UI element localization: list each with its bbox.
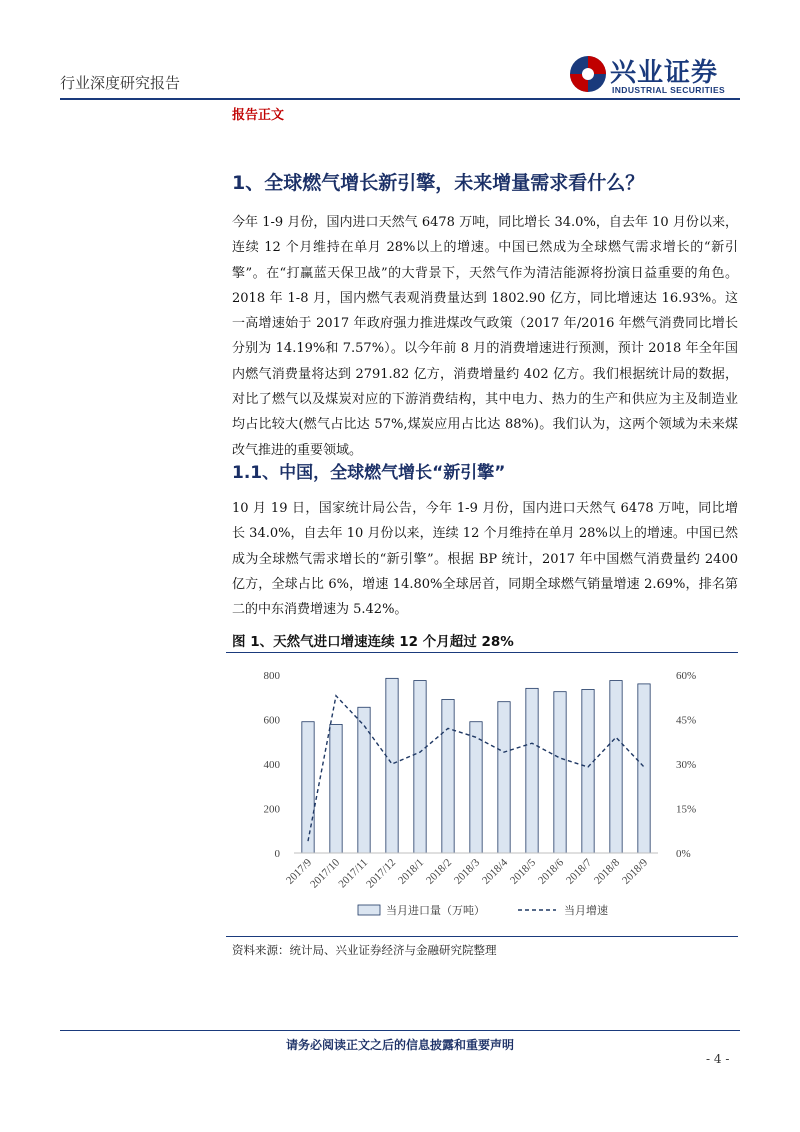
left-tick-label: 200 bbox=[263, 803, 280, 816]
left-tick-label: 0 bbox=[274, 848, 280, 860]
bar-import-volume bbox=[302, 722, 314, 853]
heading-1: 1、全球燃气增长新引擎，未来增量需求看什么？ bbox=[232, 172, 645, 194]
footer-rule bbox=[60, 1030, 740, 1031]
left-tick-label: 400 bbox=[263, 759, 280, 771]
brand-name-en: INDUSTRIAL SECURITIES bbox=[612, 85, 726, 95]
bar-import-volume bbox=[638, 684, 650, 853]
bar-import-volume bbox=[442, 699, 454, 853]
brand-logo bbox=[568, 50, 748, 100]
logo-emblem-icon bbox=[568, 54, 608, 94]
left-tick-label: 800 bbox=[263, 670, 280, 682]
legend-label-bar: 当月进口量（万吨） bbox=[386, 904, 485, 917]
paragraph-2: 10 月 19 日，国家统计局公告，今年 1-9 月份，国内进口天然气 6478 万吨，同比增长 34.0%，自去年 10 月份以来，连续 12 个月维持在单月 28%以上的增速。中国已然成为全球燃气需求增长的“新引擎”。根据 BP 统计，2017 年中国燃气消费量约 2400 亿方，全球占比 6%，增速 14.80%全球居首，同期全球燃气销量增速 2.69%，排名第二的中东消费增速为 5.42%。 bbox=[232, 501, 738, 618]
x-tick-label: 2018/6 bbox=[536, 856, 567, 887]
x-tick-label: 2017/11 bbox=[336, 856, 371, 891]
footer-disclaimer: 请务必阅读正文之后的信息披露和重要声明 bbox=[285, 1038, 514, 1052]
bar-import-volume bbox=[498, 702, 510, 853]
x-tick-label: 2017/9 bbox=[284, 856, 315, 887]
right-tick-label: 0% bbox=[676, 848, 691, 860]
x-tick-label: 2018/5 bbox=[508, 856, 539, 887]
bar-import-volume bbox=[358, 707, 370, 853]
bar-import-volume bbox=[526, 688, 538, 853]
legend-label-line: 当月增速 bbox=[564, 904, 608, 917]
figure-title: 图 1、天然气进口增速连续 12 个月超过 28% bbox=[232, 634, 514, 650]
bar-import-volume bbox=[554, 692, 566, 853]
bar-import-volume bbox=[386, 678, 398, 853]
right-tick-label: 45% bbox=[676, 714, 697, 727]
paragraph-1: 今年 1-9 月份，国内进口天然气 6478 万吨，同比增长 34.0%，自去年 10 月份以来，连续 12 个月维持在单月 28%以上的增速。中国已然成为全球燃气需求增长的“新引擎”。在“打赢蓝天保卫战”的大背景下，天然气作为清洁能源将扮演日益重要的角色。2018 年 1-8 月，国内燃气表观消费量达到 1802.90 亿方，同比增速达 16.93%。这一高增速始于 2017 年政府强力推进煤改气政策（2017 年/2016 年燃气消费同比增长分别为 14.19%和 7.57%）。以今年前 8 月的消费增速进行预测，预计 2018 年全年国内燃气消费量将达到 2791.82 亿方，消费增量约 402 亿方。我们根据统计局的数据，对比了燃气以及煤炭对应的下游消费结构，其中电力、热力的生产和供应为主及制造业均占比较大(燃气占比达 57%,煤炭应用占比达 88%)。我们认为，这两个领域为未来煤改气推进的重要领域。 bbox=[232, 215, 738, 458]
left-tick-label: 600 bbox=[263, 714, 280, 727]
legend-swatch-bar bbox=[358, 905, 380, 915]
section-tag: 报告正文 bbox=[232, 108, 285, 123]
brand-name-cn: 兴业证券 bbox=[610, 58, 719, 88]
x-tick-label: 2018/8 bbox=[592, 856, 623, 887]
figure-bottom-rule bbox=[226, 936, 738, 937]
bar-import-volume bbox=[610, 681, 622, 853]
report-category: 行业深度研究报告 bbox=[60, 74, 181, 92]
import-chart bbox=[226, 655, 738, 935]
x-tick-label: 2018/9 bbox=[620, 856, 651, 887]
figure-top-rule bbox=[226, 652, 738, 653]
x-tick-label: 2018/2 bbox=[424, 856, 455, 887]
x-tick-label: 2017/10 bbox=[308, 856, 343, 891]
x-tick-label: 2018/3 bbox=[452, 856, 483, 887]
bar-import-volume bbox=[582, 689, 594, 853]
bar-import-volume bbox=[470, 722, 482, 853]
right-tick-label: 30% bbox=[676, 759, 697, 771]
x-tick-label: 2018/4 bbox=[480, 856, 511, 887]
x-tick-label: 2017/12 bbox=[364, 856, 399, 891]
heading-1-1: 1.1、中国，全球燃气增长“新引擎” bbox=[232, 463, 506, 483]
right-tick-label: 15% bbox=[676, 803, 697, 816]
figure-source: 资料来源：统计局、兴业证券经济与金融研究院整理 bbox=[232, 943, 497, 957]
header-rule bbox=[60, 98, 740, 100]
bar-import-volume bbox=[330, 724, 342, 853]
x-tick-label: 2018/7 bbox=[564, 856, 595, 887]
x-tick-label: 2018/1 bbox=[396, 856, 427, 887]
right-tick-label: 60% bbox=[676, 670, 697, 682]
page-number: - 4 - bbox=[706, 1052, 730, 1066]
bar-import-volume bbox=[414, 681, 426, 853]
